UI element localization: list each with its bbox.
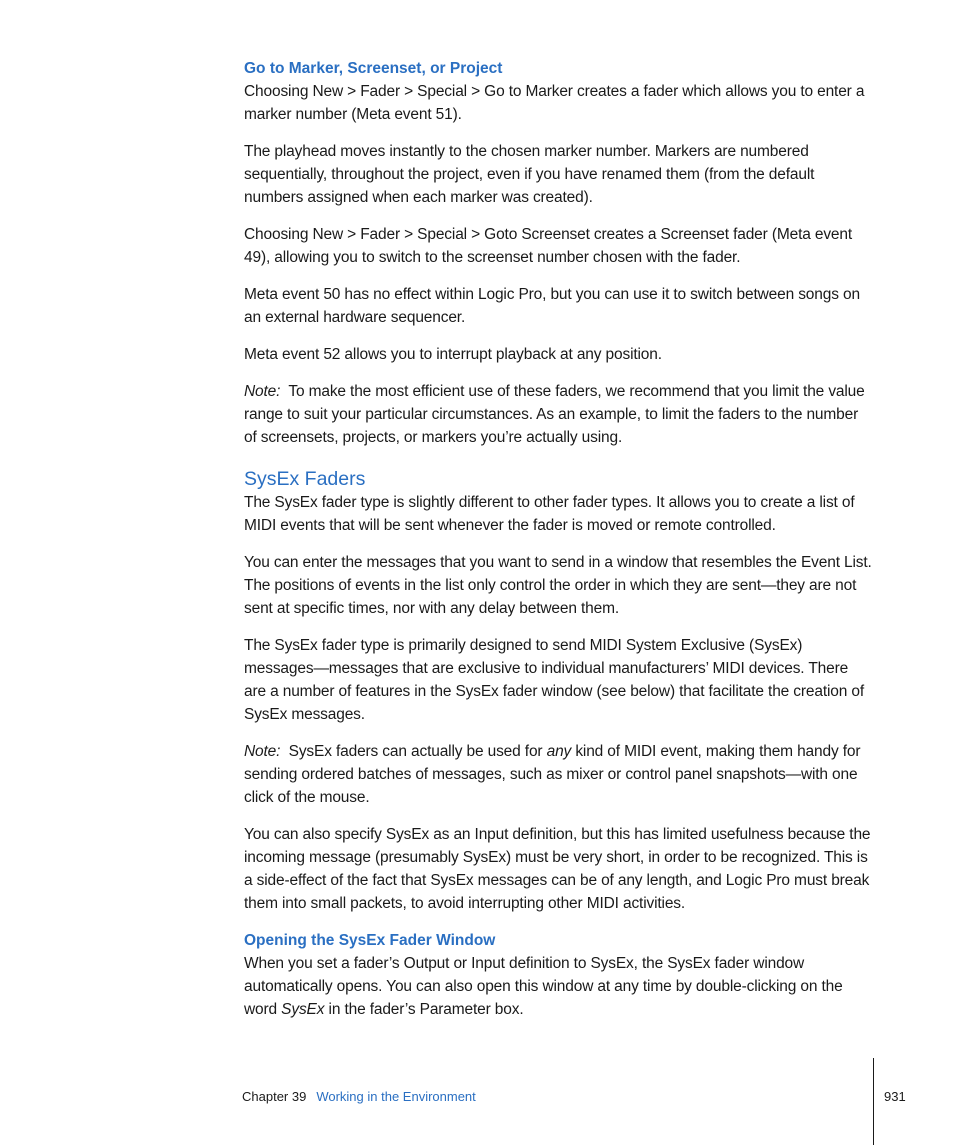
paragraph-emphasis: SysEx — [281, 1001, 325, 1018]
paragraph — [244, 952, 874, 1021]
note-text-post: kind of MIDI event, making them handy for sending ordered batches of messages, such as mixer or control panel snapshots—with one click of the mouse. — [244, 743, 861, 806]
paragraph: The SysEx fader type is slightly different to other fader types. It allows you to create a list of MIDI events that will be sent whenever the fader is moved or remote controlled. — [244, 494, 855, 534]
paragraph-text-post: in the fader’s Parameter box. — [328, 1001, 524, 1018]
page-content — [244, 58, 874, 1021]
paragraph: The playhead moves instantly to the chosen marker number. Markers are numbered sequentially, throughout the project, even if you have renamed them (from the default numbers assigned when each marker was created). — [244, 143, 815, 206]
note-label: Note: — [244, 743, 281, 760]
note-text-pre: SysEx faders can actually be used for — [288, 743, 543, 760]
section-heading-sysex-faders: SysEx Faders — [244, 468, 366, 490]
note-text: To make the most efficient use of these faders, we recommend that you limit the value range to suit your particular circumstances. As an example, to limit the faders to the number of screensets, projects, or markers you’re actually using. — [244, 383, 865, 446]
page-footer — [242, 1088, 476, 1106]
footer-divider — [873, 1058, 874, 1145]
paragraph-text-pre: When you set a fader’s Output or Input definition to SysEx, the SysEx fader window automatically opens. You can also open this window at any time by double-clicking on the word — [244, 955, 843, 1018]
paragraph: You can also specify SysEx as an Input definition, but this has limited usefulness because the incoming message (presumably SysEx) must be very short, in order to be recognized. This is a side-effect of the fact that SysEx messages can be of any length, and Logic Pro must break them into small packets, to avoid interrupting other MIDI activities. — [244, 826, 871, 912]
section-heading-go-to-marker: Go to Marker, Screenset, or Project — [244, 60, 503, 77]
section-heading-opening-sysex-window: Opening the SysEx Fader Window — [244, 932, 496, 949]
page-number: 931 — [884, 1089, 906, 1104]
footer-chapter: Chapter 39 — [242, 1089, 307, 1104]
paragraph: Meta event 52 allows you to interrupt playback at any position. — [244, 346, 662, 363]
paragraph: You can enter the messages that you want to send in a window that resembles the Event List. The positions of events in the list only control the order in which they are sent—they are not sent at specific times, nor with any delay between them. — [244, 554, 872, 617]
note-paragraph — [244, 740, 874, 809]
footer-chapter-title[interactable]: Working in the Environment — [316, 1089, 476, 1104]
paragraph: Choosing New > Fader > Special > Go to Marker creates a fader which allows you to enter a marker number (Meta event 51). — [244, 83, 865, 123]
paragraph: The SysEx fader type is primarily designed to send MIDI System Exclusive (SysEx) messages—messages that are exclusive to individual manufacturers’ MIDI devices. There are a number of features in the SysEx fader window (see below) that facilitate the creation of SysEx messages. — [244, 637, 865, 723]
note-emphasis: any — [546, 743, 572, 760]
paragraph: Meta event 50 has no effect within Logic Pro, but you can use it to switch between songs on an external hardware sequencer. — [244, 286, 860, 326]
note-label: Note: — [244, 383, 281, 400]
note-paragraph — [244, 380, 874, 449]
paragraph: Choosing New > Fader > Special > Goto Screenset creates a Screenset fader (Meta event 49), allowing you to switch to the screenset number chosen with the fader. — [244, 226, 853, 266]
